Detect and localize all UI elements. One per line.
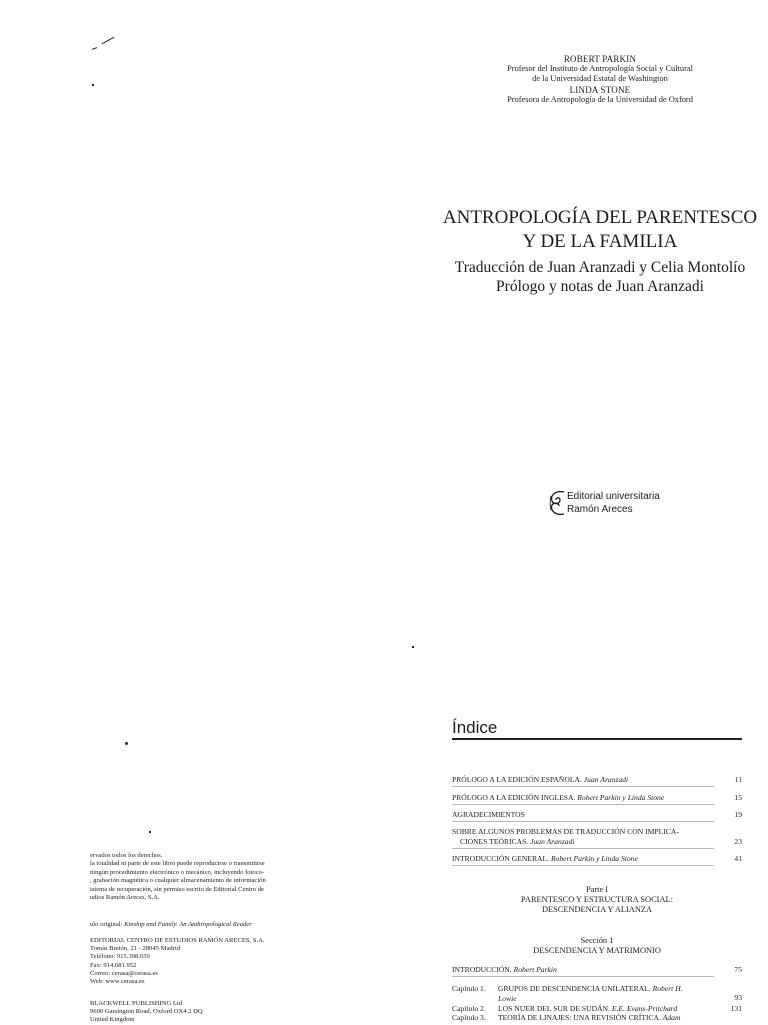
author-name: ROBERT PARKIN: [563, 54, 637, 64]
chapter-title: GRUPOS DE DESCENDENCIA UNILATERAL.: [498, 984, 653, 993]
author-affiliation: de la Universidad Estatal de Washington: [532, 74, 668, 84]
toc-page-number: 19: [734, 810, 742, 819]
part-heading: [452, 885, 742, 915]
toc-entry-author: Robert Parkin y Linda Stone: [550, 854, 638, 863]
part-title: DESCENDENCIA Y ALIANZA: [541, 905, 653, 914]
book-title-line: ANTROPOLOGÍA DEL PARENTESCO: [442, 207, 758, 228]
scan-speck: [92, 47, 97, 50]
toc-entry-title: SOBRE ALGUNOS PROBLEMAS DE TRADUCCIÓN CON IMPLICA-: [452, 827, 679, 836]
publisher-logo: [549, 488, 669, 522]
chapter-author-cont: Lowie: [498, 993, 517, 1003]
original-title: [90, 921, 320, 929]
toc-divider: [452, 804, 714, 805]
copyright-line: udios Ramón Areces, S.A.: [90, 894, 160, 902]
book-subtitle: [430, 259, 768, 296]
scan-speck: [102, 37, 115, 44]
translators-line: Traducción de Juan Aranzadi y Celia Montolío: [454, 259, 746, 276]
author-name: LINDA STONE: [569, 84, 631, 95]
toc-page-number: 93: [734, 993, 742, 1002]
toc-page-number: 11: [734, 775, 742, 784]
publisher-address: [90, 937, 320, 986]
toc-entry: [452, 965, 742, 975]
chapter-label: Capítulo 3.: [452, 1013, 486, 1022]
copyright-line: ervados todos los derechos.: [90, 852, 163, 859]
chapter-entry: [452, 1013, 742, 1023]
chapter-title: LOS NUER DEL SUR DE SUDÁN.: [498, 1004, 612, 1013]
author-affiliation: Profesor del Instituto de Antropología Social y Cultural: [507, 64, 693, 74]
section-label: Sección 1: [580, 936, 614, 945]
address-line: Correo: cerasa@cerasa.es: [90, 969, 158, 977]
address-line: Teléfono: 915.398.659: [90, 953, 150, 961]
original-title-label: ulo original:: [90, 921, 125, 928]
chapter-title: TEORÍA DE LINAJES: UNA REVISIÓN CRÍTICA.: [498, 1013, 663, 1022]
toc-entry: [452, 827, 742, 846]
address-line: United Kingdom: [90, 1016, 135, 1024]
toc-page-number: 15: [734, 793, 742, 802]
copyright-line: la totalidad ni parte de este libro puede reproducirse o transmitirse: [90, 860, 265, 868]
toc-page-number: 75: [734, 965, 742, 974]
section-title: DESCENDENCIA Y MATRIMONIO: [533, 946, 661, 955]
chapter-author: Robert H.: [652, 984, 683, 993]
address-line: Fax: 914.681.952: [90, 961, 137, 969]
toc-entry-title: PRÓLOGO A LA EDICIÓN INGLESA.: [452, 793, 578, 802]
toc-entry-title-cont: CIONES TEÓRICAS.: [460, 836, 531, 846]
toc-entry-author: Robert Parkin: [513, 965, 557, 974]
address-line: Tomás Bretón, 21 - 28045 Madrid: [90, 945, 181, 953]
chapter-label: Capítulo 1.: [452, 984, 486, 993]
toc-divider: [452, 848, 714, 849]
toc-page-number: 131: [730, 1004, 742, 1013]
spiral-logo-icon: [549, 488, 567, 518]
toc-divider: [452, 976, 714, 977]
scan-speck: [92, 84, 94, 86]
toc-entry-title: AGRADECIMIENTOS: [452, 810, 525, 819]
copyright-line: istema de recuperación, sin permiso escrito de Editorial Centro de: [90, 885, 264, 893]
copyright-notice: [90, 852, 320, 902]
chapter-author: E.E. Evans-Pritchard: [611, 1004, 678, 1013]
toc-entry: [452, 775, 742, 785]
chapter-label: Capítulo 2.: [452, 1004, 486, 1013]
address-line: EDITORIAL CENTRO DE ESTUDIOS RAMÓN ARECES, S.A.: [90, 937, 265, 944]
authors-block: [440, 54, 760, 105]
address-line: BLACKWELL PUBLISHING Ltd: [90, 1000, 183, 1007]
copyright-line: , grabación magnética o cualquier almacenamiento de información: [90, 877, 266, 885]
scan-speck: [125, 742, 128, 745]
toc-page-number: 23: [734, 836, 742, 846]
toc-entry-title: INTRODUCCIÓN GENERAL.: [452, 854, 551, 863]
chapter-entry: [452, 984, 742, 1003]
toc-entry: [452, 854, 742, 864]
blackwell-address: [90, 1000, 320, 1025]
book-title: [430, 206, 768, 254]
part-label: Parte I: [585, 885, 609, 894]
address-line: Web: www.cerasa.es: [90, 978, 145, 986]
author-affiliation: Profesora de Antropología de la Universidad de Oxford: [507, 94, 693, 104]
scan-speck: [149, 831, 151, 833]
toc-divider: [452, 786, 714, 787]
original-title-value: Kinship and Family. An Anthropological Reader: [124, 921, 252, 928]
toc-entry-title: PRÓLOGO A LA EDICIÓN ESPAÑOLA.: [452, 775, 584, 784]
toc-entry: [452, 810, 742, 820]
index-heading-rule: [452, 738, 742, 740]
toc-page-number: 41: [734, 854, 742, 863]
section-heading: [452, 936, 742, 956]
toc-divider: [452, 821, 714, 822]
index-heading: Índice: [452, 718, 498, 737]
book-title-line: Y DE LA FAMILIA: [522, 231, 678, 252]
scan-speck: [412, 646, 414, 648]
toc-divider: [452, 865, 714, 866]
toc-entry-title: INTRODUCCIÓN.: [452, 965, 514, 974]
copyright-line: ningún procedimiento electrónico o mecánico, incluyendo fotoco-: [90, 868, 265, 876]
toc-entry-author: Robert Parkin y Linda Stone: [577, 793, 665, 802]
toc-entry-author: Juan Aranzadi: [583, 775, 629, 784]
prologue-line: Prólogo y notas de Juan Aranzadi: [496, 277, 704, 295]
address-line: 9600 Garsington Road, Oxford OX4 2 DQ: [90, 1008, 203, 1016]
toc-entry: [452, 793, 742, 803]
toc-entry-author: Juan Aranzadi: [530, 836, 575, 846]
publisher-name-line: Editorial universitaria: [567, 491, 660, 502]
publisher-name-line: Ramón Areces: [567, 503, 633, 515]
part-title: PARENTESCO Y ESTRUCTURA SOCIAL:: [521, 895, 673, 904]
chapter-author: Adam: [662, 1013, 681, 1022]
